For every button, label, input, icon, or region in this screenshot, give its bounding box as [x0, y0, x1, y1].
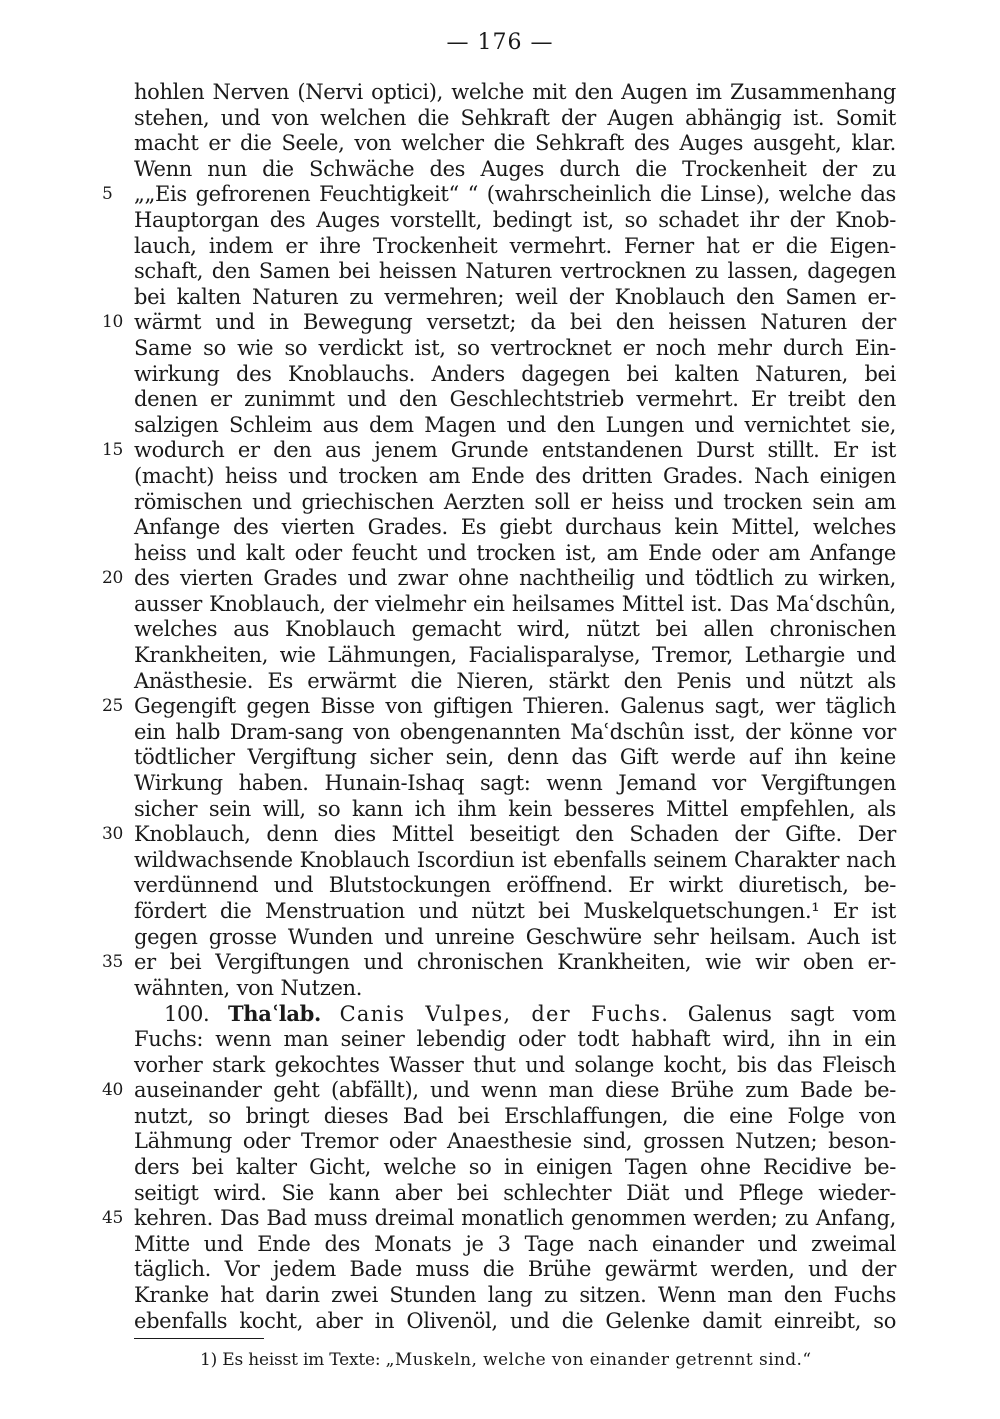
line-text: welches aus Knoblauch gemacht wird, nützt bei allen chronischen: [134, 617, 896, 642]
text-line: [134, 771, 896, 797]
line-text: Same so wie so verdickt ist, so vertrocknet er noch mehr durch Ein-: [134, 335, 896, 360]
text-line: [134, 541, 896, 567]
text-line: [134, 1027, 896, 1053]
line-text: gegen grosse Wunden und unreine Geschwüre sehr heilsam. Auch ist: [134, 924, 896, 949]
entry-title: Thaʿlab.: [228, 1001, 321, 1027]
line-text: hohlen Nerven (Nervi optici), welche mit den Augen im Zusammenhang: [134, 80, 896, 104]
line-number: 20: [102, 568, 123, 589]
line-text: nutzt, so bringt dieses Bad bei Erschlaffungen, die eine Folge von: [134, 1103, 896, 1128]
text-line: [102, 1206, 896, 1232]
entry-species: Canis Vulpes, der Fuchs.: [339, 1002, 670, 1027]
line-text: des vierten Grades und zwar ohne nachtheilig und tödtlich zu wirken,: [134, 566, 896, 591]
footnote: [200, 1350, 811, 1370]
entry-text: Galenus sagt vom: [687, 1002, 897, 1027]
text-line: [102, 950, 896, 976]
line-text: wirkung des Knoblauchs. Anders dagegen bei kalten Naturen, bei: [134, 361, 896, 386]
text-line: [134, 592, 896, 618]
text-line: [134, 106, 896, 132]
line-text: fördert die Menstruation und nützt bei Muskelquetschungen.¹ Er ist: [134, 899, 896, 923]
text-line: [134, 1232, 896, 1258]
line-text: (macht) heiss und trocken am Ende des dritten Grades. Nach einigen: [134, 463, 896, 488]
body-text: [102, 80, 897, 1334]
line-text: Anästhesie. Es erwärmt die Nieren, stärkt den Penis und nützt als: [134, 668, 896, 693]
line-text: stehen, und von welchen die Sehkraft der Augen abhängig ist. Somit: [134, 105, 896, 130]
text-line: [134, 848, 896, 874]
line-number: 40: [102, 1080, 123, 1101]
text-line: [134, 362, 896, 388]
line-text: Knoblauch, denn dies Mittel beseitigt den Schaden der Gifte. Der: [134, 822, 896, 847]
text-line: [134, 80, 896, 106]
text-line: [134, 925, 896, 951]
text-line: [134, 1257, 896, 1283]
line-text: wähnten, von Nutzen.: [134, 975, 363, 1000]
text-line: [134, 208, 896, 234]
text-line: [134, 259, 896, 285]
line-text: seitigt wird. Sie kann aber bei schlechter Diät und Pflege wieder-: [134, 1180, 896, 1205]
text-line: [134, 1283, 896, 1309]
text-line: [134, 387, 896, 413]
line-text: „„Eis gefrorenen Feuchtigkeit“ “ (wahrscheinlich die Linse), welche das: [134, 182, 896, 207]
text-line: [134, 617, 896, 643]
text-line: [134, 285, 896, 311]
text-line: [102, 310, 896, 336]
text-line: [134, 336, 896, 362]
text-line: [134, 669, 896, 695]
line-text: schaft, den Samen bei heissen Naturen vertrocknen zu lassen, dagegen: [134, 259, 896, 284]
footnote-quote: „Muskeln, welche von einander getrennt sind.“: [385, 1350, 812, 1370]
line-number: 5: [102, 184, 113, 205]
text-line: [134, 720, 896, 746]
line-number: 35: [102, 952, 123, 973]
line-text: Wenn nun die Schwäche des Auges durch die Trockenheit der zu: [134, 156, 896, 181]
text-line: [134, 1001, 896, 1027]
line-text: salzigen Schleim aus dem Magen und den Lungen und vernichtet sie,: [134, 412, 896, 437]
text-line: [134, 745, 896, 771]
line-text: heiss und kalt oder feucht und trocken ist, am Ende oder am Anfange: [134, 540, 896, 565]
text-line: [134, 1104, 896, 1130]
line-text: wodurch er den aus jenem Grunde entstandenen Durst stillt. Er ist: [134, 438, 896, 463]
text-line: [102, 1078, 896, 1104]
line-text: tödtlicher Vergiftung sicher sein, denn das Gift werde auf ihn keine: [134, 745, 896, 770]
line-text: verdünnend und Blutstockungen eröffnend. Er wirkt diuretisch, be-: [134, 873, 896, 898]
line-text: ders bei kalter Gicht, welche so in einigen Tagen ohne Recidive be-: [134, 1154, 896, 1179]
line-text: kehren. Das Bad muss dreimal monatlich genommen werden; zu Anfang,: [134, 1206, 896, 1231]
line-text: Hauptorgan des Auges vorstellt, bedingt ist, so schadet ihr der Knob-: [134, 207, 896, 232]
line-text: lauch, indem er ihre Trockenheit vermehrt. Ferner hat er die Eigen-: [134, 233, 896, 258]
text-line: [134, 131, 896, 157]
text-line: [102, 182, 896, 208]
page-number: — 176 —: [446, 30, 554, 55]
text-line: [102, 566, 896, 592]
line-text: macht er die Seele, von welcher die Sehkraft des Auges ausgeht, klar.: [134, 131, 896, 156]
footnote-prefix: Es heisst im Texte:: [222, 1350, 381, 1370]
line-text: Kranke hat darin zwei Stunden lang zu sitzen. Wenn man den Fuchs: [134, 1282, 896, 1307]
line-number: 10: [102, 312, 123, 333]
text-line: [134, 413, 896, 439]
text-line: [134, 873, 896, 899]
line-text: auseinander geht (abfällt), und wenn man diese Brühe zum Bade be-: [134, 1078, 896, 1103]
text-line: [134, 899, 896, 925]
line-text: Wirkung haben. Hunain-Ishaq sagt: wenn Jemand vor Vergiftungen: [134, 771, 896, 796]
line-text: er bei Vergiftungen und chronischen Krankheiten, wie wir oben er-: [134, 950, 896, 975]
line-text: römischen und griechischen Aerzten soll er heiss und trocken sein am: [134, 489, 896, 514]
text-line: [134, 234, 896, 260]
text-line: [102, 694, 896, 720]
line-text: Fuchs: wenn man seiner lebendig oder todt habhaft wird, ihn in ein: [134, 1026, 896, 1051]
line-text: Gegengift gegen Bisse von giftigen Thieren. Galenus sagt, wer täglich: [134, 694, 896, 719]
footnote-divider: [134, 1338, 264, 1339]
text-line: [134, 1155, 896, 1181]
line-text: vorher stark gekochtes Wasser thut und solange kocht, bis das Fleisch: [134, 1052, 896, 1077]
line-number: 45: [102, 1208, 123, 1229]
line-text: ausser Knoblauch, der vielmehr ein heilsames Mittel ist. Das Maʿdschûn,: [134, 591, 896, 616]
text-line: [102, 822, 896, 848]
text-line: [102, 438, 896, 464]
text-line: [134, 797, 896, 823]
line-text: täglich. Vor jedem Bade muss die Brühe gewärmt werden, und der: [134, 1257, 896, 1282]
text-line: [134, 515, 896, 541]
line-text: Lähmung oder Tremor oder Anaesthesie sind, grossen Nutzen; beson-: [134, 1129, 896, 1154]
text-line: [134, 464, 896, 490]
line-text: Krankheiten, wie Lähmungen, Facialisparalyse, Tremor, Lethargie und: [134, 643, 896, 668]
text-line: [134, 1309, 896, 1335]
text-line: [134, 1181, 896, 1207]
line-text: denen er zunimmt und den Geschlechtstrieb vermehrt. Er treibt den: [134, 387, 896, 412]
line-text: ebenfalls kocht, aber in Olivenöl, und die Gelenke damit einreibt, so: [134, 1308, 896, 1333]
line-text: sicher sein will, so kann ich ihm kein besseres Mittel empfehlen, als: [134, 796, 896, 821]
entry-heading-line: [134, 1001, 896, 1028]
text-line: [134, 1129, 896, 1155]
line-number: 15: [102, 440, 123, 461]
line-text: wildwachsende Knoblauch Iscordiun ist ebenfalls seinem Charakter nach: [134, 847, 896, 872]
text-line: [134, 490, 896, 516]
text-line: [134, 976, 896, 1002]
footnote-marker: 1): [200, 1350, 218, 1370]
line-text: bei kalten Naturen zu vermehren; weil der Knoblauch den Samen er-: [134, 284, 896, 309]
line-text: wärmt und in Bewegung versetzt; da bei den heissen Naturen der: [134, 310, 896, 335]
line-number: 25: [102, 696, 123, 717]
entry-number: 100.: [164, 1002, 210, 1027]
text-line: [134, 1053, 896, 1079]
line-number: 30: [102, 824, 123, 845]
text-line: [134, 157, 896, 183]
line-text: ein halb Dram-sang von obengenannten Maʿdschûn isst, der könne vor: [134, 719, 896, 744]
text-line: [134, 643, 896, 669]
line-text: Mitte und Ende des Monats je 3 Tage nach einander und zweimal: [134, 1231, 896, 1256]
line-text: Anfange des vierten Grades. Es giebt durchaus kein Mittel, welches: [134, 515, 896, 540]
